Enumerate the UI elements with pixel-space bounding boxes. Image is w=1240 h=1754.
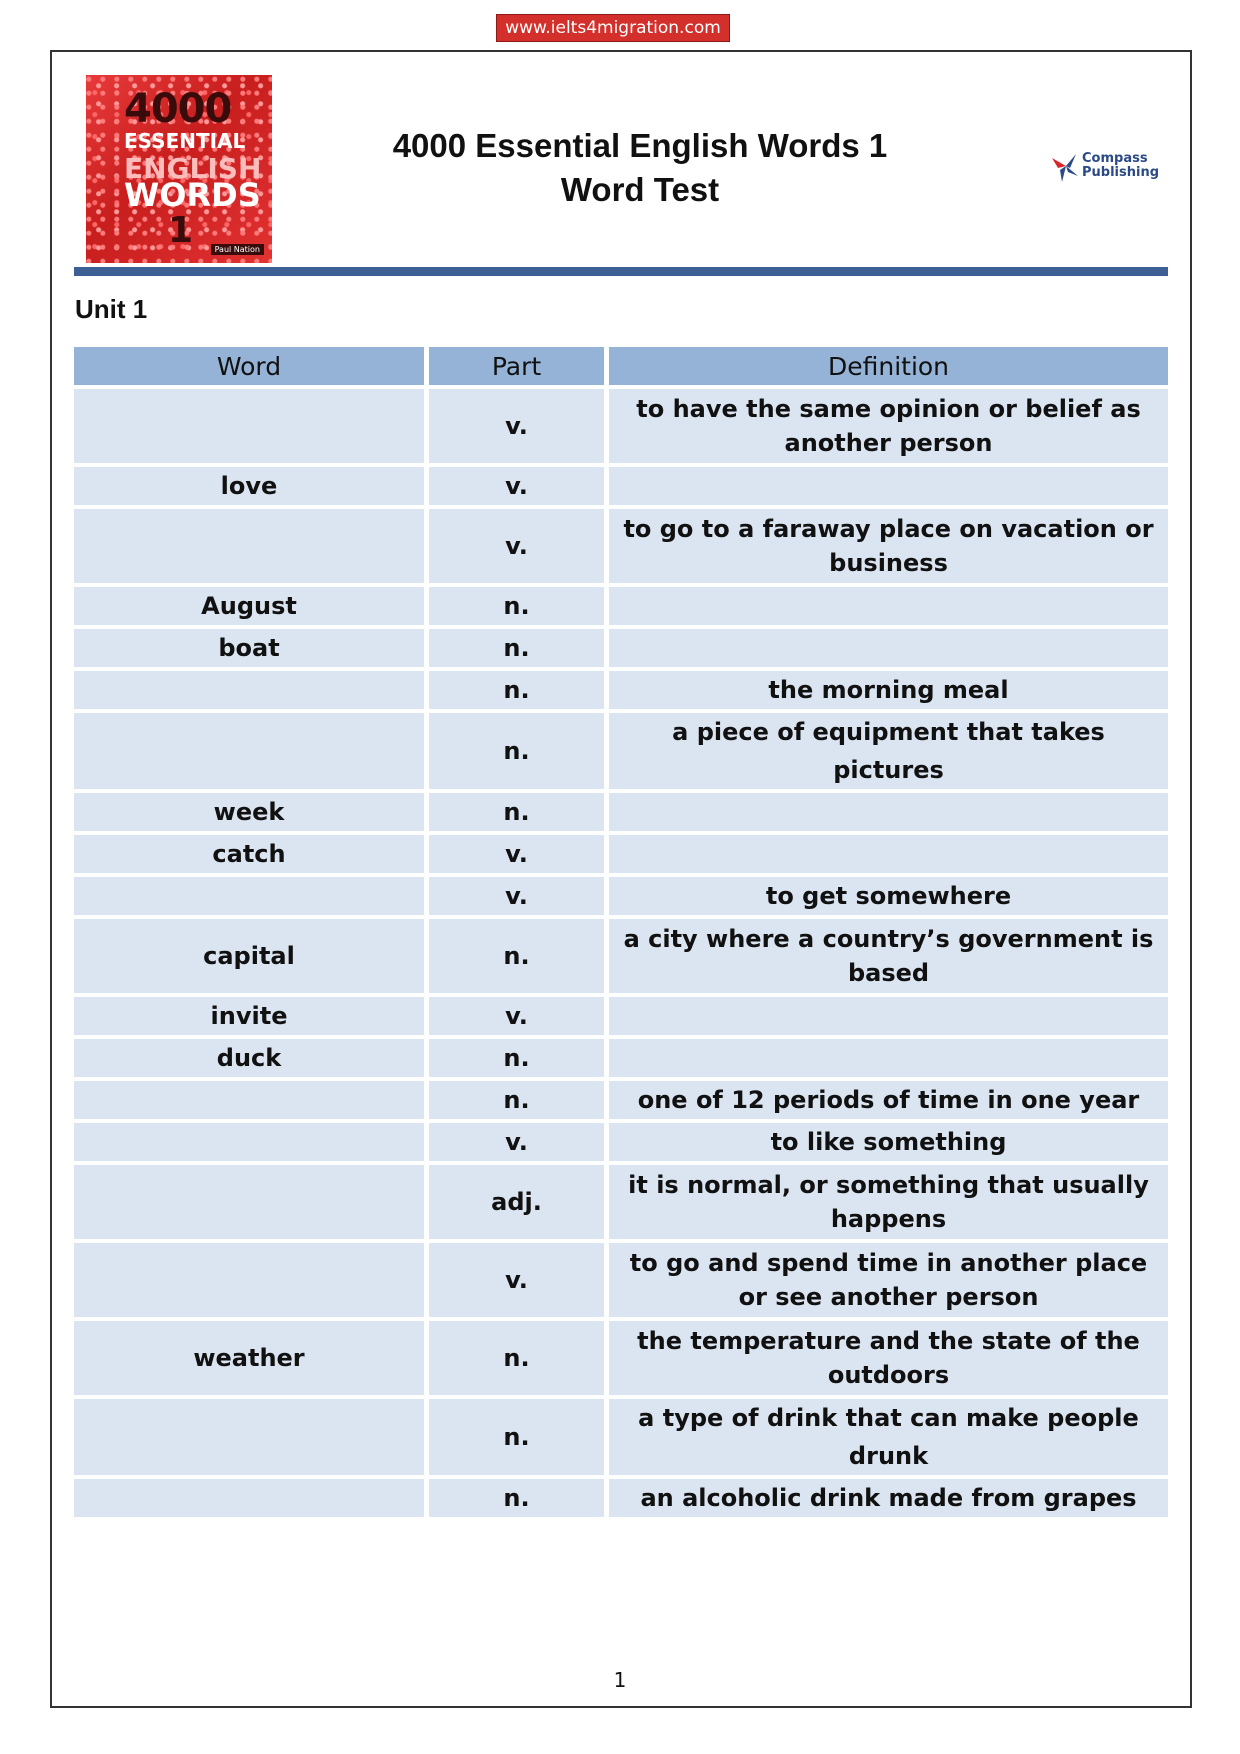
word-cell[interactable]	[74, 509, 424, 583]
cover-number: 4000	[124, 86, 232, 132]
definition-cell[interactable]	[604, 793, 1168, 831]
definition-cell: a city where a country’s government is based	[604, 919, 1168, 993]
table-row	[74, 671, 1168, 709]
table-row	[74, 997, 1168, 1035]
publisher-name	[1082, 152, 1159, 180]
table-row	[74, 919, 1168, 993]
word-cell[interactable]	[74, 1399, 424, 1475]
word-cell: capital	[74, 919, 424, 993]
word-cell[interactable]	[74, 1165, 424, 1239]
definition-cell: the temperature and the state of the outdoors	[604, 1321, 1168, 1395]
table-row	[74, 1165, 1168, 1239]
definition-cell: a type of drink that can make people drunk	[604, 1399, 1168, 1475]
definition-cell: to have the same opinion or belief as another person	[604, 389, 1168, 463]
word-cell[interactable]	[74, 1123, 424, 1161]
part-cell: n.	[424, 671, 604, 709]
part-cell: v.	[424, 467, 604, 505]
part-cell: n.	[424, 1039, 604, 1077]
part-cell: n.	[424, 1321, 604, 1395]
table-header-row	[74, 347, 1168, 385]
table-row	[74, 793, 1168, 831]
title-line-1: 4000 Essential English Words 1	[392, 127, 888, 164]
table-row	[74, 1321, 1168, 1395]
part-cell: n.	[424, 919, 604, 993]
word-cell[interactable]	[74, 1081, 424, 1119]
definition-cell: one of 12 periods of time in one year	[604, 1081, 1168, 1119]
part-cell: v.	[424, 877, 604, 915]
header-rule	[74, 267, 1168, 276]
part-cell: n.	[424, 713, 604, 789]
part-cell: v.	[424, 835, 604, 873]
definition-cell: the morning meal	[604, 671, 1168, 709]
page-number: 1	[613, 1668, 627, 1692]
table-row	[74, 713, 1168, 789]
publisher-line-2: Publishing	[1082, 165, 1160, 180]
part-cell: n.	[424, 1081, 604, 1119]
word-test-table	[74, 343, 1168, 1521]
part-cell: n.	[424, 1399, 604, 1475]
cover-essential: ESSENTIAL	[124, 129, 246, 153]
definition-cell: to like something	[604, 1123, 1168, 1161]
table-row	[74, 1399, 1168, 1475]
table-row	[74, 509, 1168, 583]
table-row	[74, 587, 1168, 625]
unit-heading: Unit 1	[75, 294, 148, 324]
table-row	[74, 1479, 1168, 1517]
part-cell: v.	[424, 509, 604, 583]
definition-cell: it is normal, or something that usually happens	[604, 1165, 1168, 1239]
definition-cell[interactable]	[604, 629, 1168, 667]
table-row	[74, 1243, 1168, 1317]
word-cell[interactable]	[74, 713, 424, 789]
word-cell: week	[74, 793, 424, 831]
definition-cell[interactable]	[604, 467, 1168, 505]
word-cell[interactable]	[74, 877, 424, 915]
definition-cell: a piece of equipment that takes pictures	[604, 713, 1168, 789]
table-row	[74, 877, 1168, 915]
definition-cell[interactable]	[604, 835, 1168, 873]
table-row	[74, 1123, 1168, 1161]
document-title	[340, 124, 940, 212]
part-cell: n.	[424, 1479, 604, 1517]
title-line-2: Word Test	[560, 171, 720, 208]
word-cell: catch	[74, 835, 424, 873]
publisher-line-1: Compass	[1082, 151, 1148, 166]
part-cell: n.	[424, 629, 604, 667]
table-row	[74, 389, 1168, 463]
word-cell: weather	[74, 1321, 424, 1395]
definition-cell: to get somewhere	[604, 877, 1168, 915]
definition-cell[interactable]	[604, 997, 1168, 1035]
part-cell: v.	[424, 389, 604, 463]
definition-cell[interactable]	[604, 587, 1168, 625]
part-cell: v.	[424, 997, 604, 1035]
table-row	[74, 1081, 1168, 1119]
header-definition: Definition	[604, 347, 1168, 385]
part-cell: n.	[424, 793, 604, 831]
book-cover-image	[86, 75, 272, 263]
word-cell: August	[74, 587, 424, 625]
cover-author: Paul Nation	[211, 244, 264, 255]
word-cell[interactable]	[74, 389, 424, 463]
word-cell: love	[74, 467, 424, 505]
table-row	[74, 467, 1168, 505]
part-cell: v.	[424, 1243, 604, 1317]
site-link-banner[interactable]: www.ielts4migration.com	[496, 14, 730, 42]
cover-words: WORDS	[124, 176, 261, 214]
word-cell[interactable]	[74, 1243, 424, 1317]
header-part: Part	[424, 347, 604, 385]
table-row	[74, 835, 1168, 873]
word-cell[interactable]	[74, 1479, 424, 1517]
word-cell: boat	[74, 629, 424, 667]
word-cell: duck	[74, 1039, 424, 1077]
table-row	[74, 629, 1168, 667]
definition-cell[interactable]	[604, 1039, 1168, 1077]
header-word: Word	[74, 347, 424, 385]
definition-cell: an alcoholic drink made from grapes	[604, 1479, 1168, 1517]
definition-cell: to go to a faraway place on vacation or business	[604, 509, 1168, 583]
word-cell: invite	[74, 997, 424, 1035]
table-row	[74, 1039, 1168, 1077]
part-cell: v.	[424, 1123, 604, 1161]
part-cell: n.	[424, 587, 604, 625]
definition-cell: to go and spend time in another place or see another person	[604, 1243, 1168, 1317]
word-cell[interactable]	[74, 671, 424, 709]
cover-volume: 1	[168, 210, 194, 251]
cover-english: ENGLISH	[124, 152, 262, 185]
part-cell: adj.	[424, 1165, 604, 1239]
